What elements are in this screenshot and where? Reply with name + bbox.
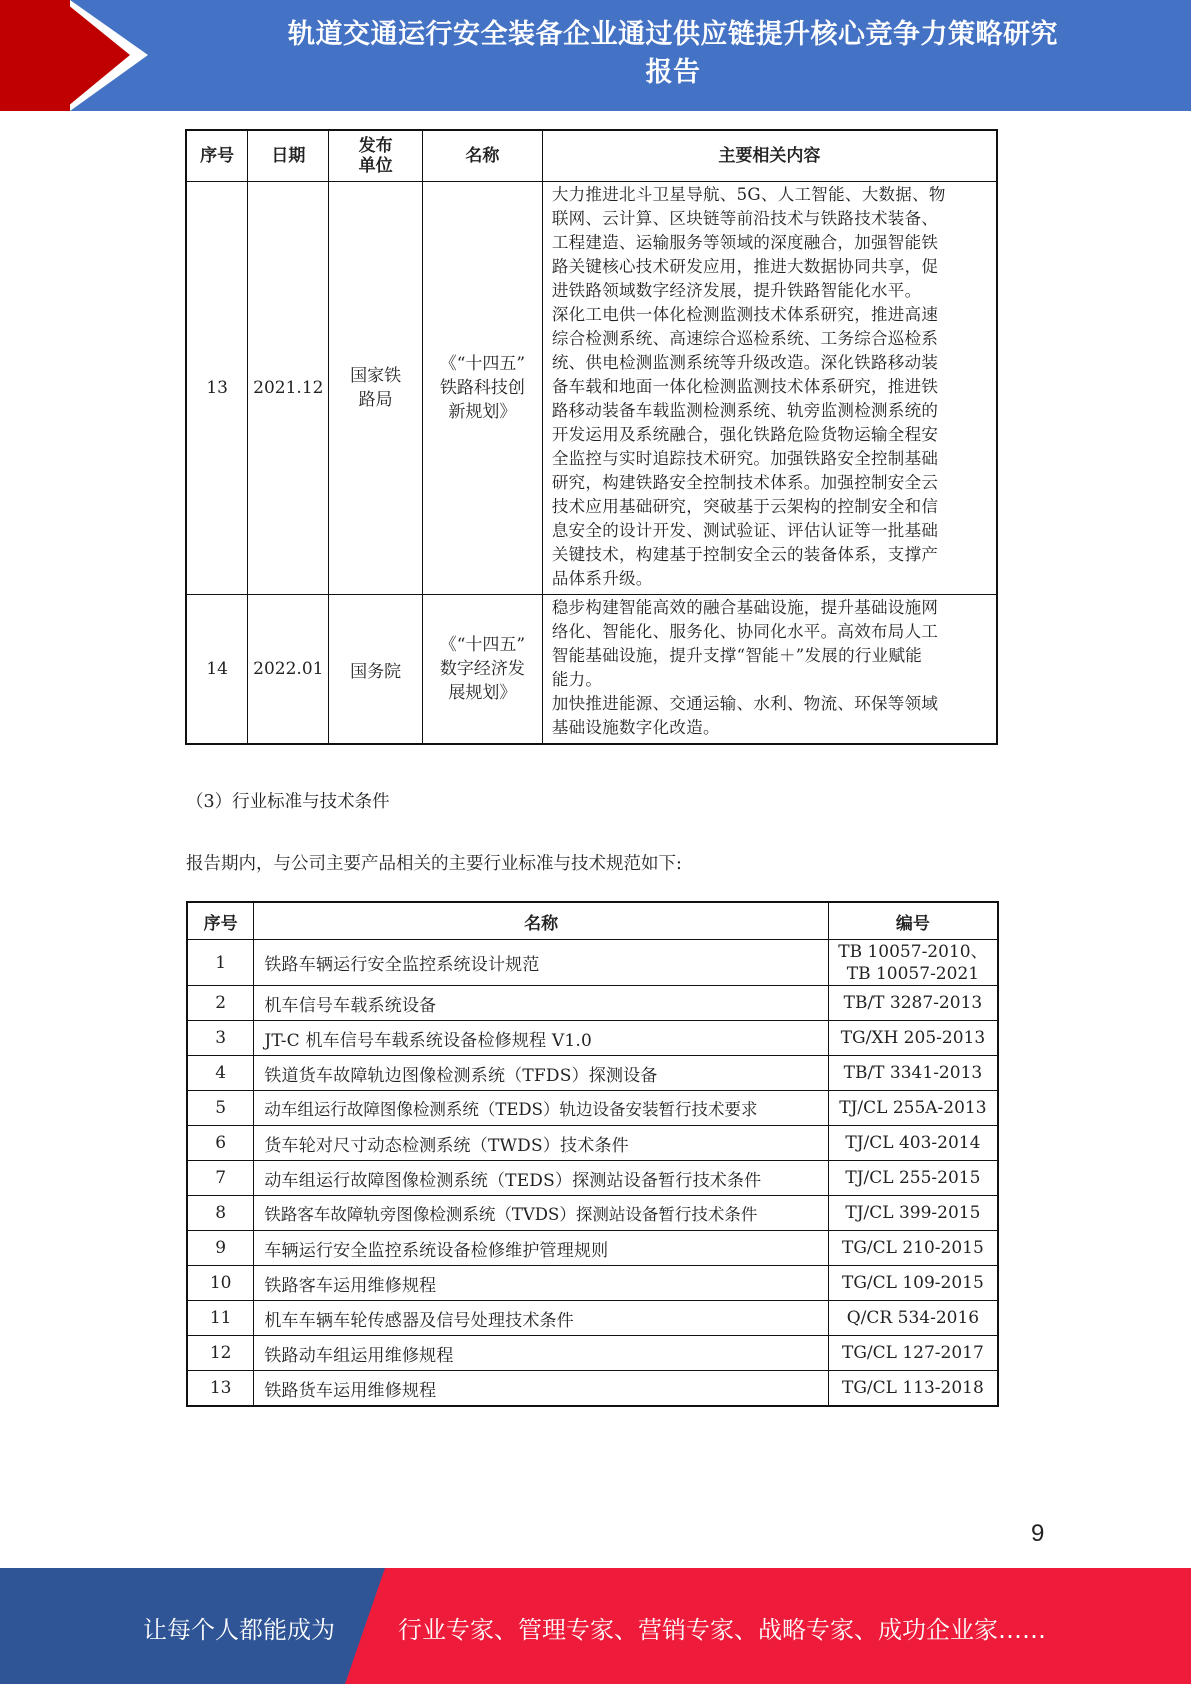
- row-unit-line1: 国务院: [350, 661, 402, 682]
- page-header: [0, 0, 1191, 111]
- col-header-unit: [329, 130, 423, 182]
- row-name: 车辆运行安全监控系统设备检修维护管理规则: [254, 1231, 828, 1266]
- footer-slogan-right: 行业专家、管理专家、营销专家、战略专家、成功企业家……: [398, 1616, 1046, 1644]
- report-title-line2: 报告: [645, 57, 701, 88]
- row-no: 7: [187, 1161, 254, 1196]
- row-no: 6: [187, 1126, 254, 1161]
- content-line: 技术应用基础研究，突破基于云架构的控制安全和信: [551, 497, 939, 516]
- row-code: TG/CL 210-2015: [828, 1231, 998, 1266]
- row-name-line: 《“十四五”: [439, 635, 526, 655]
- row-name-line: 铁路科技创: [439, 378, 525, 398]
- content-line: 工程建造、运输服务等领域的深度融合，加强智能铁: [551, 233, 939, 252]
- col-header-no: 序号: [187, 902, 254, 940]
- row-name-line: 新规划》: [448, 402, 517, 422]
- content-line: 路移动装备车载监测检测系统、轨旁监测检测系统的: [551, 401, 939, 420]
- row-no: 3: [187, 1021, 254, 1056]
- table-row: [187, 1091, 998, 1126]
- report-title: [165, 16, 1181, 92]
- col-header-name: 名称: [254, 902, 828, 940]
- table-row: [187, 1161, 998, 1196]
- content-line: 关键技术，构建基于控制安全云的装备体系，支撑产: [551, 545, 939, 564]
- row-unit: [329, 595, 423, 745]
- content-line: 深化工电供一体化检测监测技术体系研究，推进高速: [551, 305, 939, 324]
- col-header-content: 主要相关内容: [542, 130, 997, 182]
- row-name: 铁路车辆运行安全监控系统设计规范: [254, 940, 828, 986]
- content-line: 稳步构建智能高效的融合基础设施，提升基础设施网: [551, 598, 939, 617]
- row-name-line: 数字经济发: [439, 659, 525, 679]
- row-name: 铁路客车运用维修规程: [254, 1266, 828, 1301]
- content-line: 联网、云计算、区块链等前沿技术与铁路技术装备、: [551, 209, 939, 228]
- row-no: 5: [187, 1091, 254, 1126]
- row-code: TB/T 3287-2013: [828, 986, 998, 1021]
- content-line: 进铁路领域数字经济发展，提升铁路智能化水平。: [551, 281, 922, 300]
- row-date: 2021.12: [248, 182, 329, 595]
- row-code-line2: TB 10057-2021: [846, 963, 980, 984]
- row-name: 铁路货车运用维修规程: [254, 1371, 828, 1407]
- content-line: 备车载和地面一体化检测监测技术体系研究，推进铁: [551, 377, 939, 396]
- row-no: 14: [186, 595, 248, 745]
- row-name: 铁路动车组运用维修规程: [254, 1336, 828, 1371]
- table-row: [187, 986, 998, 1021]
- table-row: [187, 1021, 998, 1056]
- row-unit-line1: 国家铁: [350, 366, 402, 386]
- row-code: TJ/CL 255A-2013: [828, 1091, 998, 1126]
- col-header-unit-line2: 单位: [358, 156, 393, 176]
- row-name: 货车轮对尺寸动态检测系统（TWDS）技术条件: [254, 1126, 828, 1161]
- table-row: [187, 1056, 998, 1091]
- table-row: [187, 1266, 998, 1301]
- content-line: 全监控与实时追踪技术研究。加强铁路安全控制基础: [551, 449, 939, 468]
- row-no: 12: [187, 1336, 254, 1371]
- content-line: 智能基础设施，提升支撑“智能＋”发展的行业赋能: [551, 646, 923, 665]
- content-line: 开发运用及系统融合，强化铁路危险货物运输全程安: [551, 425, 939, 444]
- row-no: 1: [187, 940, 254, 986]
- row-content: [542, 595, 997, 745]
- row-no: 4: [187, 1056, 254, 1091]
- row-code: TG/XH 205-2013: [828, 1021, 998, 1056]
- content-line: 路关键核心技术研发应用，推进大数据协同共享，促: [551, 257, 939, 276]
- row-code: TB/T 3341-2013: [828, 1056, 998, 1091]
- table-row: [187, 1126, 998, 1161]
- row-code: TJ/CL 255-2015: [828, 1161, 998, 1196]
- row-no: 9: [187, 1231, 254, 1266]
- col-header-unit-line1: 发布: [358, 136, 393, 156]
- row-code: Q/CR 534-2016: [828, 1301, 998, 1336]
- content-line: 加快推进能源、交通运输、水利、物流、环保等领域: [551, 694, 939, 713]
- row-no: 2: [187, 986, 254, 1021]
- col-header-no: 序号: [186, 130, 248, 182]
- table-row: [187, 940, 998, 986]
- row-no: 8: [187, 1196, 254, 1231]
- page-number: 9: [1031, 1520, 1045, 1547]
- content-line: 能力。: [551, 670, 603, 689]
- content-line: 息安全的设计开发、测试验证、评估认证等一批基础: [551, 521, 939, 540]
- table-row: [187, 1301, 998, 1336]
- row-code: [828, 940, 998, 986]
- row-no: 11: [187, 1301, 254, 1336]
- content-line: 研究，构建铁路安全控制技术体系。加强控制安全云: [551, 473, 939, 492]
- standards-table-header-row: [187, 902, 998, 940]
- content-line: 基础设施数字化改造。: [551, 718, 720, 737]
- row-no: 10: [187, 1266, 254, 1301]
- row-name: 铁道货车故障轨边图像检测系统（TFDS）探测设备: [254, 1056, 828, 1091]
- table-row: [187, 1371, 998, 1407]
- row-name: 动车组运行故障图像检测系统（TEDS）探测站设备暂行技术条件: [254, 1161, 828, 1196]
- row-code: TG/CL 109-2015: [828, 1266, 998, 1301]
- content-line: 综合检测系统、高速综合巡检系统、工务综合巡检系: [551, 329, 939, 348]
- standards-table: [186, 901, 999, 1407]
- row-name: 机车信号车载系统设备: [254, 986, 828, 1021]
- col-header-name: 名称: [423, 130, 543, 182]
- row-name: 机车车辆车轮传感器及信号处理技术条件: [254, 1301, 828, 1336]
- row-code: TJ/CL 399-2015: [828, 1196, 998, 1231]
- row-name: [423, 182, 543, 595]
- content-line: 统、供电检测监测系统等升级改造。深化铁路移动装: [551, 353, 939, 372]
- row-name-line: 《“十四五”: [439, 354, 526, 374]
- col-header-code: 编号: [828, 902, 998, 940]
- row-code: TG/CL 127-2017: [828, 1336, 998, 1371]
- content-line: 品体系升级。: [551, 569, 653, 588]
- page-footer: [0, 1568, 1191, 1684]
- row-name: 铁路客车故障轨旁图像检测系统（TVDS）探测站设备暂行技术条件: [254, 1196, 828, 1231]
- table-row: [187, 1196, 998, 1231]
- row-unit: [329, 182, 423, 595]
- table-row: [186, 595, 997, 745]
- intro-text: 报告期内，与公司主要产品相关的主要行业标准与技术规范如下:: [186, 854, 682, 874]
- row-name-line: 展规划》: [448, 683, 517, 703]
- section-heading: （3）行业标准与技术条件: [186, 792, 390, 812]
- table-row: [187, 1231, 998, 1266]
- content-line: 络化、智能化、服务化、协同化水平。高效布局人工: [551, 622, 939, 641]
- row-name: JT-C 机车信号车载系统设备检修规程 V1.0: [254, 1021, 828, 1056]
- report-title-line1: 轨道交通运行安全装备企业通过供应链提升核心竞争力策略研究: [288, 19, 1058, 50]
- row-date: 2022.01: [248, 595, 329, 745]
- col-header-date: 日期: [248, 130, 329, 182]
- row-code-line1: TB 10057-2010、: [838, 941, 988, 962]
- header-red-block: [0, 0, 70, 111]
- footer-blue-slant: [345, 1568, 385, 1684]
- row-name: [423, 595, 543, 745]
- row-unit-line2: 路局: [358, 390, 393, 410]
- row-code: TG/CL 113-2018: [828, 1371, 998, 1407]
- row-content: [542, 182, 997, 595]
- row-code: TJ/CL 403-2014: [828, 1126, 998, 1161]
- table-row: [187, 1336, 998, 1371]
- row-no: 13: [187, 1371, 254, 1407]
- table-row: [186, 182, 997, 595]
- content-line: 大力推进北斗卫星导航、5G、人工智能、大数据、物: [551, 185, 946, 204]
- policy-table-header-row: [186, 130, 997, 182]
- row-name: 动车组运行故障图像检测系统（TEDS）轨边设备安装暂行技术要求: [254, 1091, 828, 1126]
- policy-table: [185, 129, 998, 745]
- header-chevron-red: [62, 0, 130, 111]
- row-no: 13: [186, 182, 248, 595]
- footer-slogan-left: 让每个人都能成为: [143, 1616, 335, 1644]
